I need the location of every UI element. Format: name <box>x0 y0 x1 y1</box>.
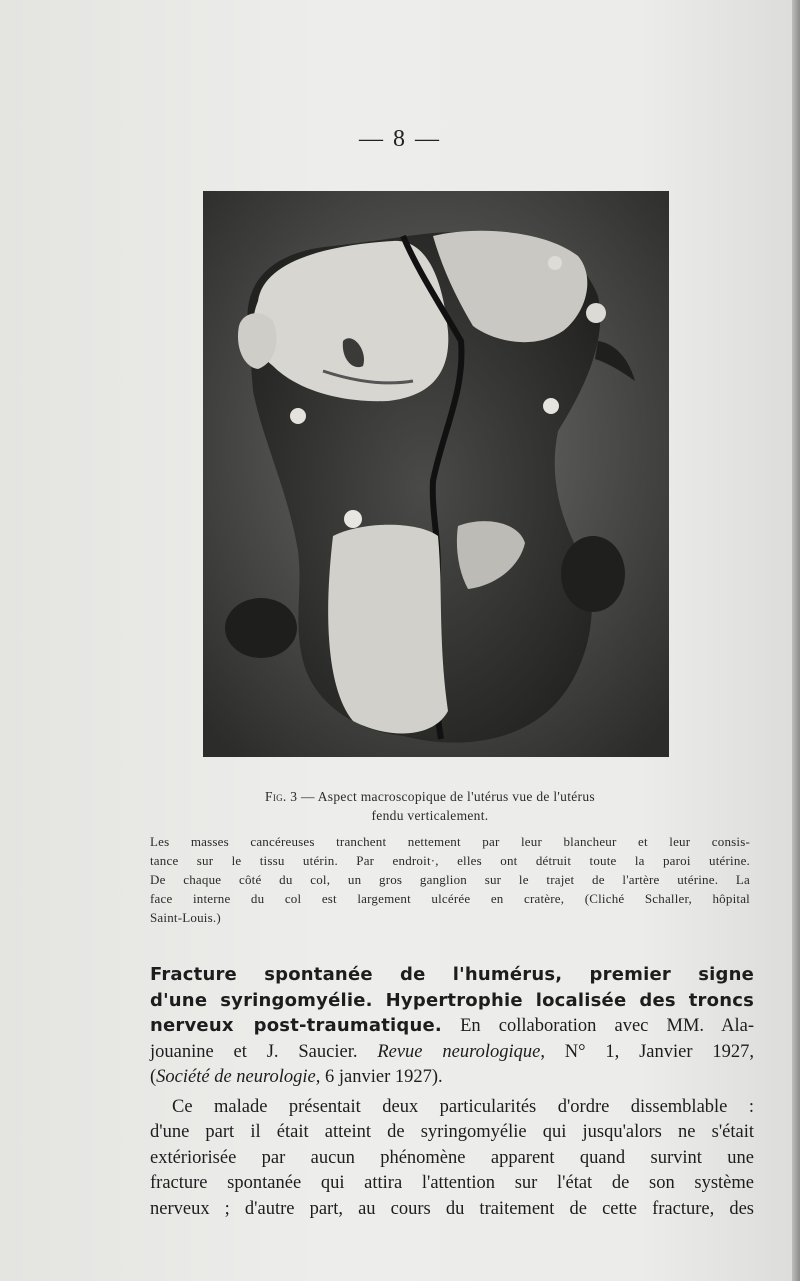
figure-note-line: De chaque côté du col, un gros ganglion sur le trajet de l'artère utérine. La <box>150 872 750 887</box>
body-line: nerveux ; d'autre part, au cours du traitement de cette fracture, des <box>150 1198 754 1219</box>
figure-label: Fig. 3 <box>265 789 298 804</box>
citation-issue: , N° 1, Janvier 1927, <box>540 1041 754 1062</box>
citation-paren: ( <box>150 1067 157 1087</box>
figure-note-line: Saint-Louis.) <box>150 910 221 925</box>
figure-note-line: face interne du col est largement ulcérée en cratère, (Cliché Schaller, hôpital <box>150 891 750 906</box>
figure-caption-line2: fendu verticalement. <box>371 808 489 823</box>
citation-date: , 6 janvier 1927). <box>315 1067 443 1087</box>
page-number: — 8 — <box>359 126 441 152</box>
figure-note-line: Les masses cancéreuses tranchent nettement par leur blancheur et leur consis- <box>150 834 750 849</box>
citation-journal: Revue neurologique <box>377 1041 541 1062</box>
citation-society: Société de neurologie <box>156 1067 316 1087</box>
body-line: fracture spontanée qui attira l'attention sur l'état de son système <box>150 1173 754 1193</box>
body-line: Ce malade présentait deux particularités d'ordre dissemblable : <box>172 1096 754 1117</box>
figure-caption-line1: — Aspect macroscopique de l'utérus vue de l'utérus <box>301 789 595 804</box>
article-heading-line: Fracture spontanée de l'humérus, premier signe <box>150 964 754 985</box>
article-heading-line: nerveux post-traumatique. <box>150 1015 442 1036</box>
figure-photograph <box>203 191 669 757</box>
citation-authors: jouanine et J. Saucier. <box>150 1041 378 1062</box>
article-entry <box>150 962 754 1222</box>
uterus-specimen-photo <box>203 191 669 757</box>
figure-note <box>150 832 750 927</box>
figure-note-line: tance sur le tissu utérin. Par endroit·, elles ont détruit toute la paroi utérine. <box>150 853 750 868</box>
body-line: extériorisée par aucun phénomène apparent quand survint une <box>150 1147 754 1168</box>
body-line: d'une part il était atteint de syringomyélie qui jusqu'alors ne s'était <box>150 1122 754 1142</box>
collaboration-text: En collaboration avec MM. Ala- <box>441 1016 755 1036</box>
figure-caption <box>190 787 670 825</box>
article-heading-line: d'une syringomyélie. Hypertrophie localisée des troncs <box>150 989 754 1011</box>
page-spine-shadow <box>792 0 800 1281</box>
